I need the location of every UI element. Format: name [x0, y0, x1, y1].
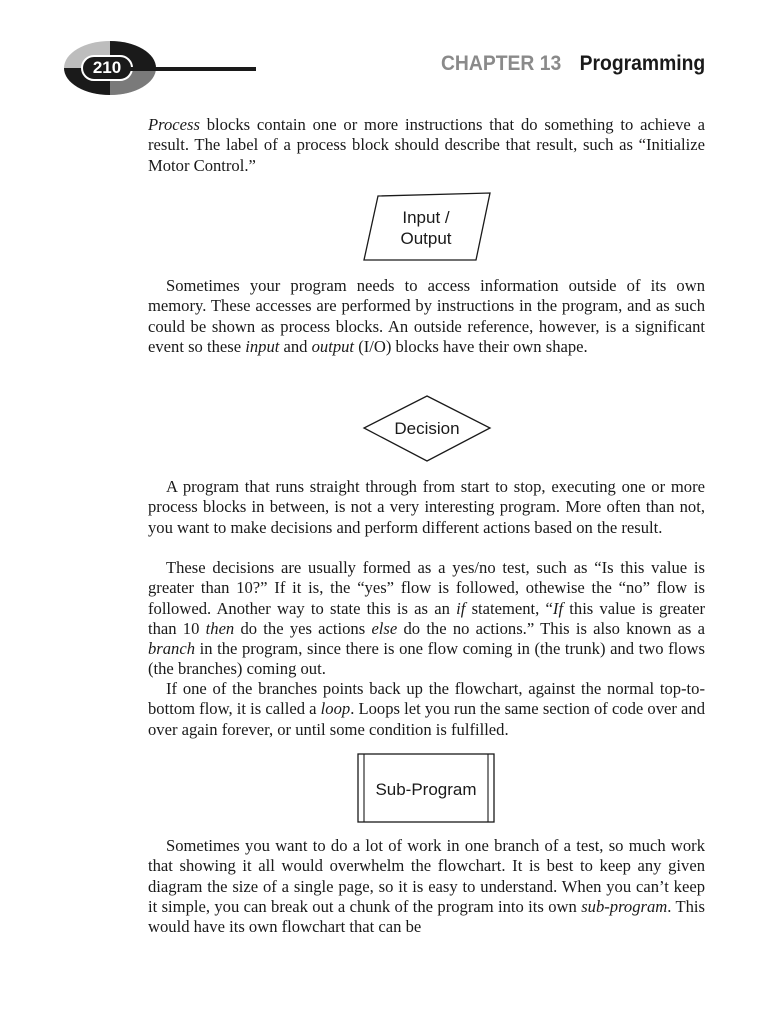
emphasis: then — [205, 618, 235, 638]
page-number: 210 — [92, 58, 122, 77]
input-output-figure — [360, 190, 494, 264]
running-head — [441, 52, 705, 76]
emphasis: if — [456, 598, 466, 618]
paragraph-yes-no-test: These decisions are usually formed as a yes/no test, such as “Is this value is greater than 10?” If it is, the “yes” flow is followed, othewise the “no” flow is followed. Another way to state this is as an if statement, “If this value is greater than 10 then do the yes actions else do the no actions.” This is also known as a branch in the program, since there is one flow coming in (the trunk) and two flows (the branches) coming out. — [148, 558, 705, 679]
paragraph-sub-program: Sometimes you want to do a lot of work in one branch of a test, so much work that showing it all would overwhelm the flowchart. It is best to keep any given diagram the size of a single page, so it is easy to understand. When you can’t keep it simple, you can break out a chunk of the program into its own sub-program. This would have its own flowchart that can be — [148, 836, 705, 937]
decision-figure — [360, 392, 494, 466]
emphasis: sub-program — [581, 896, 668, 916]
header-rule — [130, 67, 256, 71]
emphasis: branch — [148, 639, 196, 659]
input-output-label-line2: Output — [400, 229, 452, 248]
subprogram-label: Sub-Program — [375, 780, 477, 799]
emphasis: If — [552, 598, 564, 618]
input-output-label-line1: Input / — [402, 208, 450, 227]
subprogram-figure — [356, 752, 498, 826]
emphasis: else — [371, 618, 398, 638]
emphasis: input — [245, 336, 280, 356]
page-header — [0, 0, 762, 110]
chapter-title: Programming — [579, 52, 705, 75]
paragraph-process-blocks: Process blocks contain one or more instructions that do something to achieve a result. The label of a process block should describe that result, such as “Initialize Motor Control.” — [148, 115, 705, 175]
emphasis: loop — [320, 699, 351, 719]
emphasis: output — [311, 336, 355, 356]
chapter-label: CHAPTER 13 — [440, 52, 561, 75]
paragraph-straight-program: A program that runs straight through from start to stop, executing one or more process blocks in between, is not a very interesting program. More often than not, you want to make decisions and perform different actions based on the result. — [148, 477, 705, 537]
paragraph-io-blocks: Sometimes your program needs to access information outside of its own memory. These accesses are performed by instructions in the program, and as such could be shown as process blocks. An outside reference, however, is a significant event so these input and output (I/O) blocks have their own shape. — [148, 276, 705, 356]
paragraph-loop: If one of the branches points back up the flowchart, against the normal top-to-bottom flow, it is called a loop. Loops let you run the same section of code over and over again forever, or until some condition is fulfilled. — [148, 679, 706, 739]
decision-label: Decision — [394, 419, 460, 438]
emphasis: Process — [148, 115, 200, 134]
